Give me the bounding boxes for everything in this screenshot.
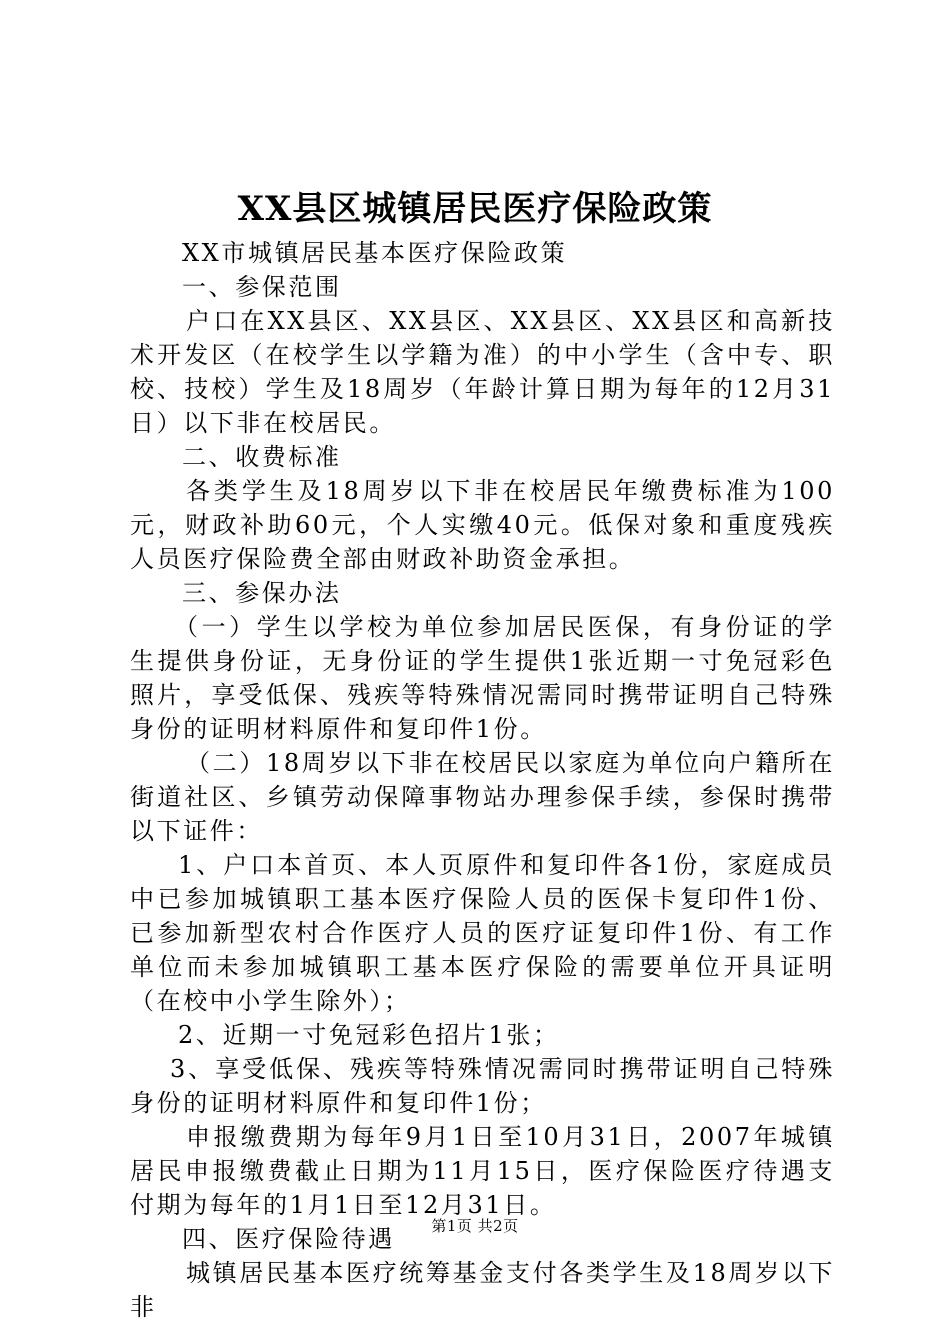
section-heading-method: 三、参保办法 <box>182 579 342 607</box>
document-title: XX县区城镇居民医疗保险政策 <box>237 189 713 229</box>
paragraph-fees: 各类学生及18周岁以下非在校居民年缴费标准为100元，财政补助60元，个人实缴40元。低保对象和重度残疾人员医疗保险费全部由财政补助资金承担。 <box>130 477 835 573</box>
list-item-3: 3、享受低保、残疾等特殊情况需同时携带证明自己特殊身份的证明材料原件和复印件1份； <box>130 1055 835 1117</box>
paragraph-application-period: 申报缴费期为每年9月1日至10月31日，2007年城镇居民申报缴费截止日期为11月15日，医疗保险医疗待遇支付期为每年的1月1日至12月31日。 <box>130 1123 835 1219</box>
paragraph-method-1: （一）学生以学校为单位参加居民医保，有身份证的学生提供身份证，无身份证的学生提供1张近期一寸免冠彩色照片，享受低保、残疾等特殊情况需同时携带证明自己特殊身份的证明材料原件和复印件1份。 <box>130 613 835 743</box>
subtitle-paragraph: XX市城镇居民基本医疗保险政策 <box>182 239 568 267</box>
section-heading-benefits: 四、医疗保险待遇 <box>182 1225 395 1253</box>
section-heading-scope: 一、参保范围 <box>182 273 342 301</box>
paragraph-benefits: 城镇居民基本医疗统筹基金支付各类学生及18周岁以下非 <box>130 1259 835 1321</box>
paragraph-method-2: （二）18周岁以下非在校居民以家庭为单位向户籍所在街道社区、乡镇劳动保障事物站办理参保手续，参保时携带以下证件： <box>130 749 835 845</box>
list-item-2: 2、近期一寸免冠彩色招片1张； <box>178 1021 560 1049</box>
section-heading-fees: 二、收费标准 <box>182 443 342 471</box>
list-item-1: 1、户口本首页、本人页原件和复印件各1份，家庭成员中已参加城镇职工基本医疗保险人员的医保卡复印件1份、已参加新型农村合作医疗人员的医疗证复印件1份、有工作单位而未参加城镇职工基本医疗保险的需要单位开具证明（在校中小学生除外）； <box>130 851 835 1015</box>
page-footer: 第1页 共2页 <box>431 1217 519 1235</box>
document-body <box>130 236 835 1324</box>
paragraph-scope: 户口在XX县区、XX县区、XX县区、XX县区和高新技术开发区（在校学生以学籍为准）的中小学生（含中专、职校、技校）学生及18周岁（年龄计算日期为每年的12月31日）以下非在校居民。 <box>130 307 835 437</box>
